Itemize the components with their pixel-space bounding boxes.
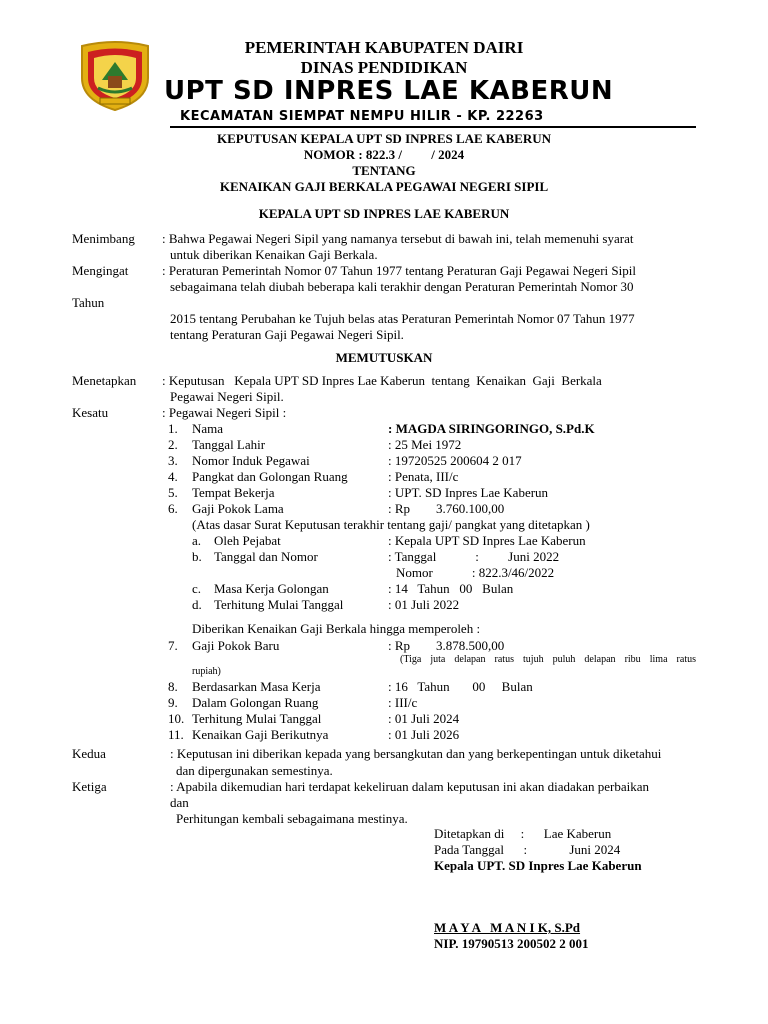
kedua-label: Kedua	[72, 746, 106, 761]
sign-date: Pada Tanggal : Juni 2024	[434, 842, 621, 857]
kesatu-label: Kesatu	[72, 405, 109, 420]
item-key: Dalam Golongan Ruang	[192, 695, 319, 710]
item-key: Nomor Induk Pegawai	[192, 453, 310, 468]
item-key: Pangkat dan Golongan Ruang	[192, 469, 348, 484]
item-number: 5.	[168, 485, 178, 500]
header-department: DINAS PENDIDIKAN	[300, 58, 468, 77]
sign-position: Kepala UPT. SD Inpres Lae Kaberun	[434, 858, 642, 873]
subitem-value: : Tanggal : Juni 2022	[388, 549, 560, 564]
menetapkan-text-2: Pegawai Negeri Sipil.	[170, 389, 284, 404]
item-number: 3.	[168, 453, 178, 468]
item-key: Tempat Bekerja	[192, 485, 275, 500]
subitem-letter: d.	[192, 597, 202, 612]
item-value: : 01 Juli 2024	[388, 711, 460, 726]
ketiga-text-2: dan	[170, 795, 189, 810]
decree-authority: KEPALA UPT SD INPRES LAE KABERUN	[258, 206, 510, 221]
item-key: Tanggal Lahir	[192, 437, 266, 452]
mengingat-label: Mengingat	[72, 263, 129, 278]
item-number: 2.	[168, 437, 178, 452]
item-number: 9.	[168, 695, 178, 710]
subitem-key: Oleh Pejabat	[214, 533, 281, 548]
item-key: Nama	[192, 421, 224, 436]
decree-tentang: TENTANG	[352, 163, 416, 178]
subitem-letter: b.	[192, 549, 202, 564]
item-number: 8.	[168, 679, 178, 694]
sign-name: M A Y A M A N I K, S.Pd	[434, 920, 581, 935]
menimbang-text-1: : Bahwa Pegawai Negeri Sipil yang namanya tersebut di bawah ini, telah memenuhi syarat	[162, 231, 634, 246]
subitem-value: : Kepala UPT SD Inpres Lae Kaberun	[388, 533, 586, 548]
mengingat-text-4: 2015 tentang Perubahan ke Tujuh belas atas Peraturan Pemerintah Nomor 07 Tahun 1977	[170, 311, 635, 326]
mengingat-text-5: tentang Peraturan Gaji Pegawai Negeri Sipil.	[170, 327, 404, 342]
item-value: : Rp 3.878.500,00	[388, 638, 505, 653]
atas-dasar-note: (Atas dasar Surat Keputusan terakhir tentang gaji/ pangkat yang ditetapkan )	[192, 517, 590, 532]
item-value: : 19720525 200604 2 017	[388, 453, 522, 468]
item-number: 10.	[168, 711, 185, 726]
item-value-name: : MAGDA SIRINGORINGO, S.Pd.K	[388, 421, 595, 436]
terbilang-line-2: rupiah)	[192, 666, 221, 677]
menetapkan-label: Menetapkan	[72, 373, 137, 388]
subitem-letter: c.	[192, 581, 202, 596]
item-value: : 01 Juli 2026	[388, 727, 460, 742]
decree-title: KEPUTUSAN KEPALA UPT SD INPRES LAE KABERUN	[217, 131, 551, 146]
subitem-letter: a.	[192, 533, 202, 548]
memutuskan-heading: MEMUTUSKAN	[335, 350, 433, 365]
kedua-text-1: : Keputusan ini diberikan kepada yang bersangkutan dan yang berkepentingan untuk diketahui	[170, 746, 662, 761]
item-number: 4.	[168, 469, 178, 484]
subitem-value: : 14 Tahun 00 Bulan	[388, 581, 514, 596]
mengingat-text-2: sebagaimana telah diubah beberapa kali terakhir dengan Peraturan Pemerintah Nomor 30	[170, 279, 634, 294]
menetapkan-text-1: : Keputusan Kepala UPT SD Inpres Lae Kaberun tentang Kenaikan Gaji Berkala	[162, 373, 602, 388]
terbilang-line-1: (Tiga juta delapan ratus tujuh puluh delapan ribu lima ratus	[400, 654, 696, 665]
item-key: Gaji Pokok Baru	[192, 638, 280, 653]
subitem-key: Masa Kerja Golongan	[214, 581, 329, 596]
item-key: Kenaikan Gaji Berikutnya	[192, 727, 329, 742]
subitem-nomor: Nomor : 822.3/46/2022	[396, 565, 555, 580]
item-key: Gaji Pokok Lama	[192, 501, 284, 516]
item-value: : 16 Tahun 00 Bulan	[388, 679, 533, 694]
diberikan-text: Diberikan Kenaikan Gaji Berkala hingga memperoleh :	[192, 621, 481, 636]
item-value: : III/c	[388, 695, 418, 710]
ketiga-text-3: Perhitungan kembali sebagaimana mestinya.	[176, 811, 408, 826]
decree-number: NOMOR : 822.3 / / 2024	[303, 147, 465, 162]
sign-nip: NIP. 19790513 200502 2 001	[434, 936, 589, 951]
item-value: : Penata, III/c	[388, 469, 459, 484]
ketiga-label: Ketiga	[72, 779, 107, 794]
item-number: 7.	[168, 638, 178, 653]
decree-subject: KENAIKAN GAJI BERKALA PEGAWAI NEGERI SIPIL	[219, 179, 549, 194]
mengingat-text-3: Tahun	[72, 295, 105, 310]
sign-place: Ditetapkan di : Lae Kaberun	[434, 826, 612, 841]
header-divider	[170, 126, 696, 128]
item-key: Berdasarkan Masa Kerja	[192, 679, 321, 694]
subitem-key: Terhitung Mulai Tanggal	[214, 597, 344, 612]
header-school-name: UPT SD INPRES LAE KABERUN	[164, 76, 614, 106]
item-number: 1.	[168, 421, 178, 436]
item-key: Terhitung Mulai Tanggal	[192, 711, 322, 726]
menimbang-text-2: untuk diberikan Kenaikan Gaji Berkala.	[170, 247, 378, 262]
ketiga-text-1: : Apabila dikemudian hari terdapat kekeliruan dalam keputusan ini akan diadakan perbaikan	[170, 779, 650, 794]
menimbang-label: Menimbang	[72, 231, 135, 246]
item-value: : UPT. SD Inpres Lae Kaberun	[388, 485, 549, 500]
header-address: KECAMATAN SIEMPAT NEMPU HILIR - KP. 22263	[180, 109, 544, 124]
mengingat-text-1: : Peraturan Pemerintah Nomor 07 Tahun 1977 tentang Peraturan Gaji Pegawai Negeri Sipil	[162, 263, 636, 278]
kesatu-intro: : Pegawai Negeri Sipil :	[162, 405, 287, 420]
item-value: : 25 Mei 1972	[388, 437, 462, 452]
subitem-key: Tanggal dan Nomor	[214, 549, 318, 564]
item-number: 6.	[168, 501, 178, 516]
kedua-text-2: dan dipergunakan semestinya.	[176, 763, 333, 778]
item-value: : Rp 3.760.100,00	[388, 501, 505, 516]
subitem-value: : 01 Juli 2022	[388, 597, 460, 612]
header-government: PEMERINTAH KABUPATEN DAIRI	[244, 38, 524, 57]
item-number: 11.	[168, 727, 184, 742]
